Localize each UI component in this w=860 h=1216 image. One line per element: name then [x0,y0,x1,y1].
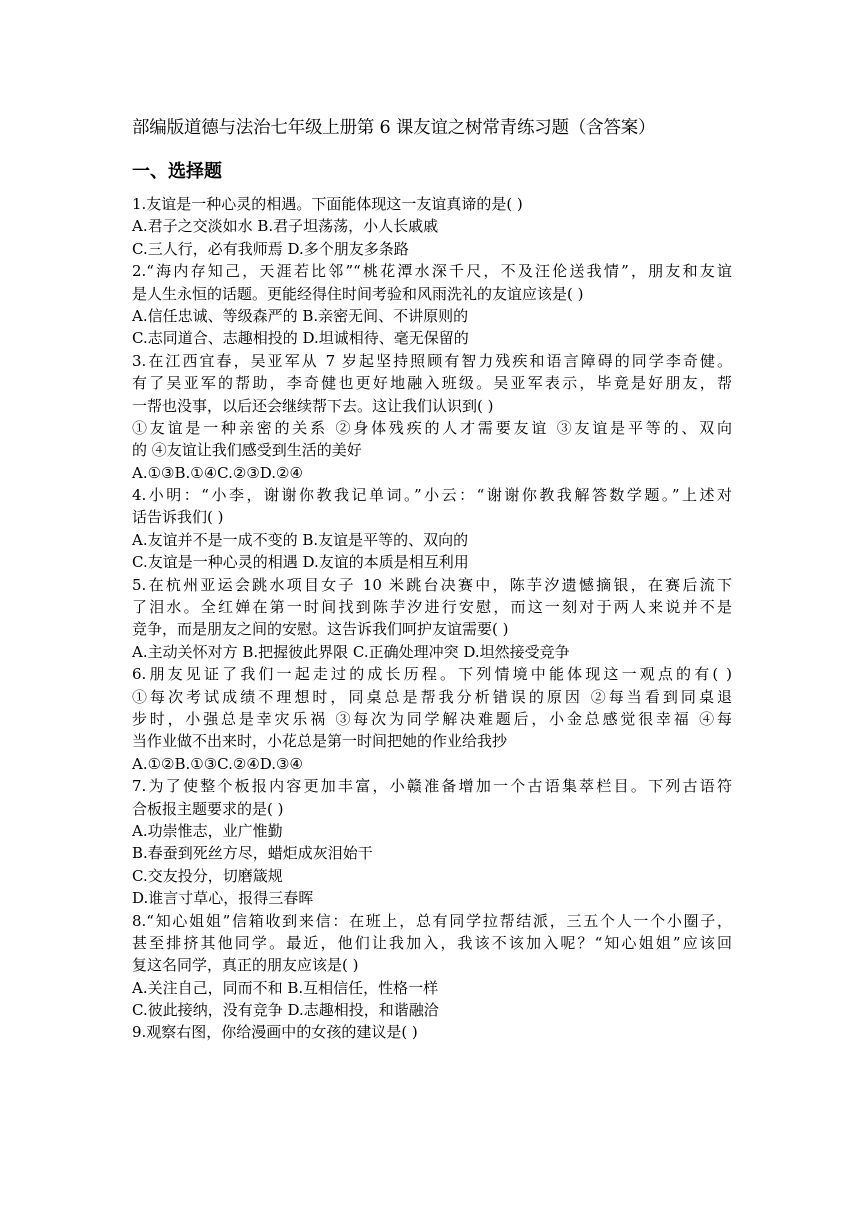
q5-options: A.主动关怀对方 B.把握彼此界限 C.正确处理冲突 D.坦然接受竞争 [132,642,570,661]
q4-options-ab: A.友谊并不是一成不变的 B.友谊是平等的、双向的 [132,530,469,549]
q7-option-c: C.交友投分，切磨箴规 [132,866,283,885]
q3-stem-line-3: 一帮也没事，以后还会继续帮下去。这让我们认识到( ) [132,396,494,415]
q8-stem-line-1: 8.“知心姐姐”信箱收到来信：在班上，总有同学拉帮结派，三五个人一个小圈子， [132,911,732,930]
q8-options-ab: A.关注自己，同而不和 B.互相信任，性格一样 [132,978,439,997]
q2-options-cd: C.志同道合、志趣相投的 D.坦诚相待、毫无保留的 [132,329,469,348]
q4-options-cd: C.友谊是一种心灵的相遇 D.友谊的本质是相互利用 [132,553,469,572]
q7-option-d: D.谁言寸草心，报得三春晖 [132,889,314,908]
q7-option-a: A.功崇惟志，业广惟勤 [132,821,283,840]
q3-options: A.①③B.①④C.②③D.②④ [132,463,303,482]
q6-statements-line-2: 步时，小强总是幸灾乐祸 ③每次为同学解决难题后，小金总感觉很幸福 ④每 [132,709,732,728]
document-title: 部编版道德与法治七年级上册第 6 课友谊之树常青练习题（含答案） [132,118,656,138]
q8-stem-line-3: 复这名同学，真正的朋友应该是( ) [132,956,359,975]
q2-stem-line-1: 2.“海内存知己，天涯若比邻”“桃花潭水深千尺，不及汪伦送我情”，朋友和友谊 [132,262,732,281]
q8-options-cd: C.彼此接纳，没有竞争 D.志趣相投，和谐融洽 [132,1001,439,1020]
q7-stem-line-2: 合板报主题要求的是( ) [132,799,284,818]
q7-stem-line-1: 7.为了使整个板报内容更加丰富，小赣准备增加一个古语集萃栏目。下列古语符 [132,777,732,796]
q4-stem-line-2: 话告诉我们( ) [132,508,224,527]
q5-stem-line-2: 了泪水。全红婵在第一时间找到陈芋汐进行安慰，而这一刻对于两人来说并不是 [132,598,732,617]
q5-stem-line-1: 5.在杭州亚运会跳水项目女子 10 米跳台决赛中，陈芋汐遗憾摘银，在赛后流下 [132,575,732,594]
q6-statements-line-1: ①每次考试成绩不理想时，同桌总是帮我分析错误的原因 ②每当看到同桌退 [132,687,732,706]
q1-stem-line: 1.友谊是一种心灵的相遇。下面能体现这一友谊真谛的是( ) [132,195,523,213]
q3-statements-line-1: ①友谊是一种亲密的关系 ②身体残疾的人才需要友谊 ③友谊是平等的、双向 [132,418,732,437]
q3-stem-line-1: 3.在江西宜春，吴亚军从 7 岁起坚持照顾有智力残疾和语言障碍的同学李奇健。 [132,351,732,370]
q6-statements-line-3: 当作业做不出来时，小花总是第一时间把她的作业给我抄 [132,732,508,751]
q3-stem-line-2: 有了吴亚军的帮助，李奇健也更好地融入班级。吴亚军表示，毕竟是好朋友，帮 [132,374,732,393]
q3-statements-line-2: 的 ④友谊让我们感受到生活的美好 [132,441,362,460]
q5-stem-line-3: 竞争，而是朋友之间的安慰。这告诉我们呵护友谊需要( ) [132,620,509,639]
q6-options: A.①②B.①③C.②④D.③④ [132,754,303,773]
q1-options-ab: A.君子之交淡如水 B.君子坦荡荡，小人长戚戚 [132,217,439,236]
q9-stem-line-1: 9.观察右图，你给漫画中的女孩的建议是( ) [132,1023,418,1042]
q4-stem-line-1: 4.小明：“小李，谢谢你教我记单词。”小云：“谢谢你教我解答数学题。”上述对 [132,486,732,505]
q2-stem-line-2: 是人生永恒的话题。更能经得住时间考验和风雨洗礼的友谊应该是( ) [132,284,584,303]
q6-stem-line-1: 6.朋友见证了我们一起走过的成长历程。下列情境中能体现这一观点的有( ) [132,665,732,684]
section-heading: 一、选择题 [132,161,222,182]
question-body [132,193,732,1044]
q8-stem-line-2: 甚至排挤其他同学。最近，他们让我加入，我该不该加入呢？“知心姐姐”应该回 [132,933,732,952]
q7-option-b: B.春蚕到死丝方尽，蜡炬成灰泪始干 [132,844,373,863]
q2-options-ab: A.信任忠诚、等级森严的 B.亲密无间、不讲原则的 [132,306,469,325]
q1-options-cd: C.三人行，必有我师焉 D.多个朋友多条路 [132,239,409,258]
